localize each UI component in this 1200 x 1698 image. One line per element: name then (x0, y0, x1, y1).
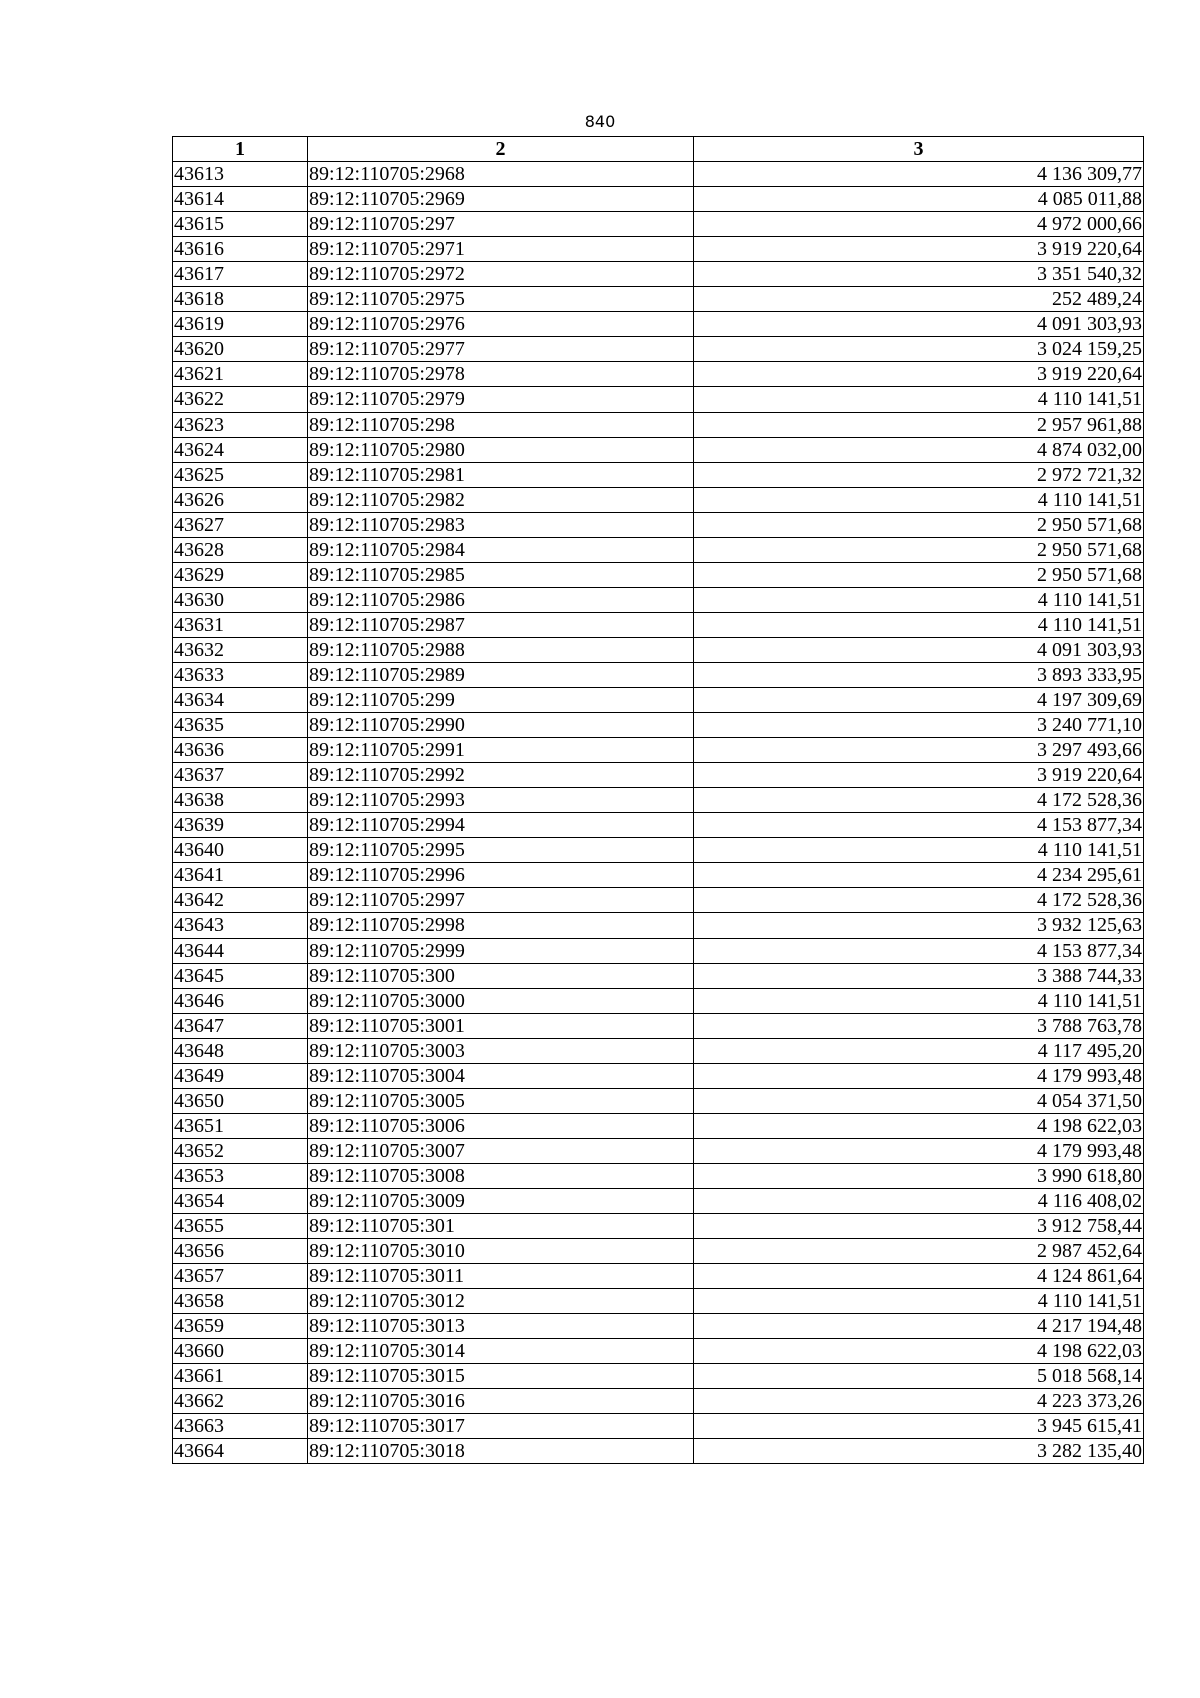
row-number-cell: 43640 (173, 838, 308, 863)
cadastral-number-cell: 89:12:110705:3000 (308, 988, 694, 1013)
data-table (172, 136, 1144, 1464)
row-number-cell: 43623 (173, 412, 308, 437)
cadastral-number-cell: 89:12:110705:3001 (308, 1013, 694, 1038)
table-row (173, 237, 1144, 262)
table-row (173, 713, 1144, 738)
row-number-cell: 43613 (173, 162, 308, 187)
value-cell: 4 091 303,93 (694, 637, 1144, 662)
value-cell: 3 024 159,25 (694, 337, 1144, 362)
cadastral-number-cell: 89:12:110705:2988 (308, 637, 694, 662)
table-row (173, 662, 1144, 687)
value-cell: 3 240 771,10 (694, 713, 1144, 738)
table-row (173, 187, 1144, 212)
table-row (173, 1163, 1144, 1188)
row-number-cell: 43620 (173, 337, 308, 362)
table-row (173, 1414, 1144, 1439)
cadastral-number-cell: 89:12:110705:297 (308, 212, 694, 237)
row-number-cell: 43658 (173, 1289, 308, 1314)
value-cell: 3 282 135,40 (694, 1439, 1144, 1464)
row-number-cell: 43644 (173, 938, 308, 963)
value-cell: 3 945 615,41 (694, 1414, 1144, 1439)
table-row (173, 1138, 1144, 1163)
cadastral-number-cell: 89:12:110705:3009 (308, 1188, 694, 1213)
cadastral-number-cell: 89:12:110705:2979 (308, 387, 694, 412)
value-cell: 4 972 000,66 (694, 212, 1144, 237)
value-cell: 2 950 571,68 (694, 537, 1144, 562)
cadastral-number-cell: 89:12:110705:2976 (308, 312, 694, 337)
table-row (173, 387, 1144, 412)
table-row (173, 362, 1144, 387)
table-row (173, 637, 1144, 662)
table-row (173, 437, 1144, 462)
table-row (173, 813, 1144, 838)
value-cell: 3 297 493,66 (694, 738, 1144, 763)
row-number-cell: 43656 (173, 1239, 308, 1264)
table-row (173, 337, 1144, 362)
row-number-cell: 43625 (173, 462, 308, 487)
cadastral-number-cell: 89:12:110705:3005 (308, 1088, 694, 1113)
cadastral-number-cell: 89:12:110705:2993 (308, 788, 694, 813)
row-number-cell: 43627 (173, 512, 308, 537)
page-number: 840 (584, 112, 616, 131)
table-row (173, 1088, 1144, 1113)
value-cell: 4 110 141,51 (694, 487, 1144, 512)
value-cell: 2 950 571,68 (694, 512, 1144, 537)
column-header-2: 2 (308, 137, 694, 162)
cadastral-number-cell: 89:12:110705:2980 (308, 437, 694, 462)
table-row (173, 988, 1144, 1013)
cadastral-number-cell: 89:12:110705:2997 (308, 888, 694, 913)
table-row (173, 1314, 1144, 1339)
value-cell: 3 919 220,64 (694, 763, 1144, 788)
cadastral-number-cell: 89:12:110705:2978 (308, 362, 694, 387)
value-cell: 4 110 141,51 (694, 587, 1144, 612)
table-row (173, 938, 1144, 963)
table-row (173, 562, 1144, 587)
row-number-cell: 43635 (173, 713, 308, 738)
value-cell: 252 489,24 (694, 287, 1144, 312)
cadastral-number-cell: 89:12:110705:3008 (308, 1163, 694, 1188)
row-number-cell: 43615 (173, 212, 308, 237)
value-cell: 3 788 763,78 (694, 1013, 1144, 1038)
table-row (173, 312, 1144, 337)
table-row (173, 1264, 1144, 1289)
value-cell: 3 912 758,44 (694, 1214, 1144, 1239)
row-number-cell: 43621 (173, 362, 308, 387)
row-number-cell: 43622 (173, 387, 308, 412)
value-cell: 4 172 528,36 (694, 788, 1144, 813)
cadastral-number-cell: 89:12:110705:2989 (308, 662, 694, 687)
cadastral-number-cell: 89:12:110705:3017 (308, 1414, 694, 1439)
value-cell: 4 217 194,48 (694, 1314, 1144, 1339)
table-row (173, 1364, 1144, 1389)
value-cell: 4 085 011,88 (694, 187, 1144, 212)
row-number-cell: 43633 (173, 662, 308, 687)
value-cell: 4 110 141,51 (694, 988, 1144, 1013)
value-cell: 4 198 622,03 (694, 1113, 1144, 1138)
row-number-cell: 43660 (173, 1339, 308, 1364)
table-row (173, 1239, 1144, 1264)
table-row (173, 262, 1144, 287)
row-number-cell: 43661 (173, 1364, 308, 1389)
header-row (173, 137, 1144, 162)
table-row (173, 1013, 1144, 1038)
row-number-cell: 43639 (173, 813, 308, 838)
value-cell: 2 987 452,64 (694, 1239, 1144, 1264)
value-cell: 3 919 220,64 (694, 362, 1144, 387)
value-cell: 4 110 141,51 (694, 612, 1144, 637)
cadastral-number-cell: 89:12:110705:3014 (308, 1339, 694, 1364)
table-row (173, 612, 1144, 637)
row-number-cell: 43646 (173, 988, 308, 1013)
cadastral-number-cell: 89:12:110705:3003 (308, 1038, 694, 1063)
cadastral-number-cell: 89:12:110705:2981 (308, 462, 694, 487)
value-cell: 5 018 568,14 (694, 1364, 1144, 1389)
value-cell: 4 179 993,48 (694, 1138, 1144, 1163)
row-number-cell: 43652 (173, 1138, 308, 1163)
table-row (173, 412, 1144, 437)
row-number-cell: 43651 (173, 1113, 308, 1138)
row-number-cell: 43626 (173, 487, 308, 512)
table-body (173, 162, 1144, 1464)
value-cell: 4 223 373,26 (694, 1389, 1144, 1414)
value-cell: 4 091 303,93 (694, 312, 1144, 337)
cadastral-number-cell: 89:12:110705:2972 (308, 262, 694, 287)
row-number-cell: 43647 (173, 1013, 308, 1038)
table-row (173, 913, 1144, 938)
row-number-cell: 43637 (173, 763, 308, 788)
cadastral-number-cell: 89:12:110705:2998 (308, 913, 694, 938)
table-row (173, 838, 1144, 863)
cadastral-number-cell: 89:12:110705:3006 (308, 1113, 694, 1138)
cadastral-number-cell: 89:12:110705:2994 (308, 813, 694, 838)
table-row (173, 863, 1144, 888)
table-row (173, 462, 1144, 487)
value-cell: 3 388 744,33 (694, 963, 1144, 988)
table-row (173, 212, 1144, 237)
cadastral-number-cell: 89:12:110705:2992 (308, 763, 694, 788)
table-row (173, 788, 1144, 813)
value-cell: 4 197 309,69 (694, 688, 1144, 713)
value-cell: 4 179 993,48 (694, 1063, 1144, 1088)
cadastral-number-cell: 89:12:110705:2982 (308, 487, 694, 512)
cadastral-number-cell: 89:12:110705:298 (308, 412, 694, 437)
value-cell: 4 110 141,51 (694, 1289, 1144, 1314)
cadastral-number-cell: 89:12:110705:3004 (308, 1063, 694, 1088)
table-row (173, 1038, 1144, 1063)
row-number-cell: 43619 (173, 312, 308, 337)
row-number-cell: 43630 (173, 587, 308, 612)
table-header (173, 137, 1144, 162)
cadastral-number-cell: 89:12:110705:2983 (308, 512, 694, 537)
row-number-cell: 43645 (173, 963, 308, 988)
table-row (173, 1289, 1144, 1314)
row-number-cell: 43617 (173, 262, 308, 287)
table-row (173, 162, 1144, 187)
cadastral-number-cell: 89:12:110705:2986 (308, 587, 694, 612)
row-number-cell: 43631 (173, 612, 308, 637)
column-header-1: 1 (173, 137, 308, 162)
table-row (173, 1439, 1144, 1464)
cadastral-number-cell: 89:12:110705:299 (308, 688, 694, 713)
cadastral-number-cell: 89:12:110705:3016 (308, 1389, 694, 1414)
value-cell: 4 054 371,50 (694, 1088, 1144, 1113)
cadastral-number-cell: 89:12:110705:2968 (308, 162, 694, 187)
table-row (173, 587, 1144, 612)
value-cell: 4 198 622,03 (694, 1339, 1144, 1364)
table-row (173, 1214, 1144, 1239)
row-number-cell: 43662 (173, 1389, 308, 1414)
table-row (173, 287, 1144, 312)
cadastral-number-cell: 89:12:110705:2995 (308, 838, 694, 863)
cadastral-number-cell: 89:12:110705:2990 (308, 713, 694, 738)
row-number-cell: 43643 (173, 913, 308, 938)
row-number-cell: 43650 (173, 1088, 308, 1113)
value-cell: 4 124 861,64 (694, 1264, 1144, 1289)
table-row (173, 1063, 1144, 1088)
row-number-cell: 43649 (173, 1063, 308, 1088)
value-cell: 3 919 220,64 (694, 237, 1144, 262)
cadastral-number-cell: 89:12:110705:2991 (308, 738, 694, 763)
cadastral-number-cell: 89:12:110705:3015 (308, 1364, 694, 1389)
cadastral-number-cell: 89:12:110705:2984 (308, 537, 694, 562)
row-number-cell: 43648 (173, 1038, 308, 1063)
row-number-cell: 43654 (173, 1188, 308, 1213)
row-number-cell: 43638 (173, 788, 308, 813)
value-cell: 4 110 141,51 (694, 838, 1144, 863)
row-number-cell: 43664 (173, 1439, 308, 1464)
cadastral-number-cell: 89:12:110705:2969 (308, 187, 694, 212)
table-row (173, 688, 1144, 713)
row-number-cell: 43618 (173, 287, 308, 312)
table-row (173, 487, 1144, 512)
table-row (173, 738, 1144, 763)
cadastral-number-cell: 89:12:110705:2996 (308, 863, 694, 888)
value-cell: 4 153 877,34 (694, 938, 1144, 963)
value-cell: 3 990 618,80 (694, 1163, 1144, 1188)
row-number-cell: 43642 (173, 888, 308, 913)
value-cell: 4 110 141,51 (694, 387, 1144, 412)
row-number-cell: 43657 (173, 1264, 308, 1289)
row-number-cell: 43653 (173, 1163, 308, 1188)
value-cell: 3 351 540,32 (694, 262, 1144, 287)
row-number-cell: 43632 (173, 637, 308, 662)
row-number-cell: 43636 (173, 738, 308, 763)
row-number-cell: 43663 (173, 1414, 308, 1439)
table-row (173, 1389, 1144, 1414)
cadastral-number-cell: 89:12:110705:3013 (308, 1314, 694, 1339)
cadastral-number-cell: 89:12:110705:2971 (308, 237, 694, 262)
cadastral-number-cell: 89:12:110705:2987 (308, 612, 694, 637)
cadastral-number-cell: 89:12:110705:300 (308, 963, 694, 988)
row-number-cell: 43616 (173, 237, 308, 262)
table-row (173, 512, 1144, 537)
column-header-3: 3 (694, 137, 1144, 162)
table-row (173, 763, 1144, 788)
value-cell: 2 950 571,68 (694, 562, 1144, 587)
value-cell: 4 117 495,20 (694, 1038, 1144, 1063)
table-row (173, 888, 1144, 913)
cadastral-number-cell: 89:12:110705:3011 (308, 1264, 694, 1289)
value-cell: 3 932 125,63 (694, 913, 1144, 938)
cadastral-number-cell: 89:12:110705:3010 (308, 1239, 694, 1264)
cadastral-number-cell: 89:12:110705:301 (308, 1214, 694, 1239)
cadastral-number-cell: 89:12:110705:3018 (308, 1439, 694, 1464)
cadastral-number-cell: 89:12:110705:3012 (308, 1289, 694, 1314)
row-number-cell: 43628 (173, 537, 308, 562)
table-row (173, 1113, 1144, 1138)
value-cell: 4 874 032,00 (694, 437, 1144, 462)
value-cell: 2 972 721,32 (694, 462, 1144, 487)
row-number-cell: 43614 (173, 187, 308, 212)
cadastral-number-cell: 89:12:110705:2999 (308, 938, 694, 963)
cadastral-number-cell: 89:12:110705:2985 (308, 562, 694, 587)
value-cell: 4 136 309,77 (694, 162, 1144, 187)
cadastral-number-cell: 89:12:110705:3007 (308, 1138, 694, 1163)
value-cell: 2 957 961,88 (694, 412, 1144, 437)
row-number-cell: 43629 (173, 562, 308, 587)
value-cell: 4 234 295,61 (694, 863, 1144, 888)
row-number-cell: 43641 (173, 863, 308, 888)
value-cell: 4 153 877,34 (694, 813, 1144, 838)
row-number-cell: 43659 (173, 1314, 308, 1339)
cadastral-number-cell: 89:12:110705:2975 (308, 287, 694, 312)
table-row (173, 1188, 1144, 1213)
value-cell: 3 893 333,95 (694, 662, 1144, 687)
row-number-cell: 43624 (173, 437, 308, 462)
value-cell: 4 172 528,36 (694, 888, 1144, 913)
table-row (173, 1339, 1144, 1364)
row-number-cell: 43655 (173, 1214, 308, 1239)
value-cell: 4 116 408,02 (694, 1188, 1144, 1213)
row-number-cell: 43634 (173, 688, 308, 713)
table-row (173, 537, 1144, 562)
table-row (173, 963, 1144, 988)
cadastral-number-cell: 89:12:110705:2977 (308, 337, 694, 362)
